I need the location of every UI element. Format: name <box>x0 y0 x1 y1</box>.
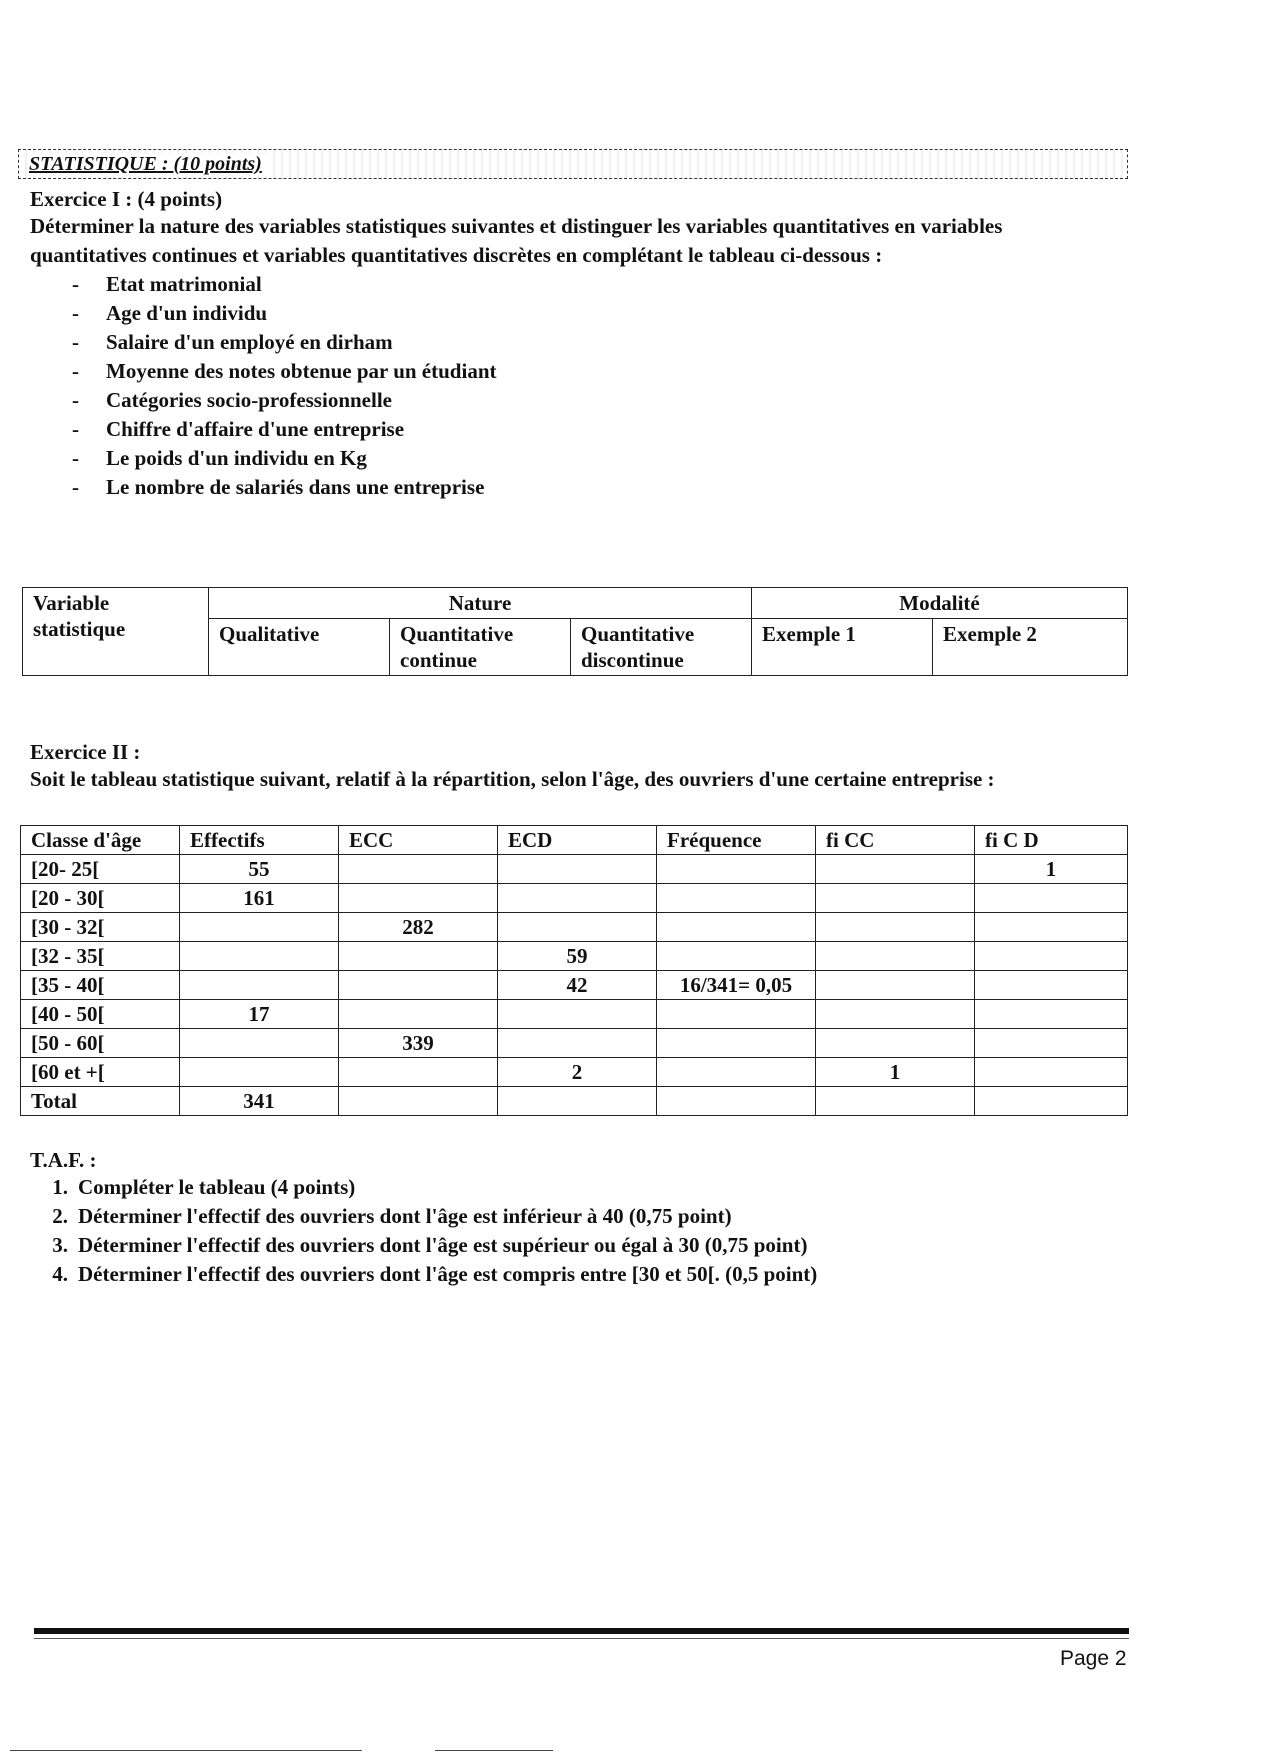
list-item: - Moyenne des notes obtenue par un étudiant <box>30 357 1110 386</box>
list-item: - Chiffre d'affaire d'une entreprise <box>30 415 1110 444</box>
table-cell <box>657 942 816 971</box>
list-item: - Le poids d'un individu en Kg <box>30 444 1110 473</box>
table-cell: 282 <box>339 913 498 942</box>
list-item <box>30 1173 1110 1202</box>
exercise2-title: Exercice II : <box>30 740 141 764</box>
header-modalite: Modalité <box>752 588 1128 619</box>
table-cell <box>975 942 1128 971</box>
header-ecc: ECC <box>339 826 498 855</box>
table-cell <box>339 1058 498 1087</box>
table-row <box>21 1087 1128 1116</box>
list-item: - Age d'un individu <box>30 299 1110 328</box>
page-number: Page 2 <box>1060 1647 1127 1670</box>
task-number: 4. <box>52 1262 68 1286</box>
exercise1-instruction: Déterminer la nature des variables statistiques suivantes et distinguer les variables quantitatives en variables quantitatives continues et variables quantitatives discrètes en complétant le tableau ci-dessous : <box>30 214 1003 267</box>
table-cell <box>339 1087 498 1116</box>
table-cell <box>657 1058 816 1087</box>
table-cell <box>816 855 975 884</box>
task-text: Déterminer l'effectif des ouvriers dont l'âge est inférieur à 40 (0,75 point) <box>78 1204 732 1228</box>
table-cell <box>180 1029 339 1058</box>
table-cell: [32 - 35[ <box>21 942 180 971</box>
table-cell <box>180 913 339 942</box>
table-cell <box>339 855 498 884</box>
table-cell: [50 - 60[ <box>21 1029 180 1058</box>
table-cell <box>816 1000 975 1029</box>
header-fi-cc: fi CC <box>816 826 975 855</box>
table-cell: [30 - 32[ <box>21 913 180 942</box>
list-item: - Salaire d'un employé en dirham <box>30 328 1110 357</box>
table-cell <box>339 942 498 971</box>
table-cell <box>498 1087 657 1116</box>
table-cell <box>816 1087 975 1116</box>
taf-section <box>30 1148 1110 1289</box>
table-cell: 161 <box>180 884 339 913</box>
list-item: - Etat matrimonial <box>30 270 1110 299</box>
header-quant-continue: Quantitative continue <box>390 619 571 676</box>
header-exemple2: Exemple 2 <box>933 619 1128 676</box>
header-variable: Variable statistique <box>23 588 209 676</box>
nature-table <box>22 587 1128 676</box>
bottom-rule-right <box>435 1750 553 1751</box>
table-cell <box>975 1000 1128 1029</box>
list-item: - Catégories socio-professionnelle <box>30 386 1110 415</box>
table-cell: 339 <box>339 1029 498 1058</box>
task-text: Déterminer l'effectif des ouvriers dont l'âge est supérieur ou égal à 30 (0,75 point) <box>78 1233 808 1257</box>
table-cell <box>339 1000 498 1029</box>
table-cell <box>816 913 975 942</box>
task-list <box>30 1173 1110 1289</box>
table-row <box>21 942 1128 971</box>
table-cell: 17 <box>180 1000 339 1029</box>
table-cell <box>657 1029 816 1058</box>
header-qualitative: Qualitative <box>209 619 390 676</box>
bottom-rule-left <box>10 1750 362 1751</box>
section-title: STATISTIQUE : (10 points) <box>29 153 268 176</box>
exercise2 <box>30 740 1110 794</box>
table-cell <box>180 971 339 1000</box>
table-row <box>21 913 1128 942</box>
table-cell <box>498 855 657 884</box>
table-cell <box>975 1058 1128 1087</box>
table-cell <box>657 1000 816 1029</box>
exercise1-title: Exercice I : (4 points) <box>30 187 223 211</box>
section-header <box>18 149 1128 179</box>
header-ecd: ECD <box>498 826 657 855</box>
table-cell: [40 - 50[ <box>21 1000 180 1029</box>
list-item <box>30 1202 1110 1231</box>
table-cell <box>975 884 1128 913</box>
table-cell: 55 <box>180 855 339 884</box>
table-cell: [20 - 30[ <box>21 884 180 913</box>
table-cell: [60 et +[ <box>21 1058 180 1087</box>
table-cell: 1 <box>975 855 1128 884</box>
table-cell: 2 <box>498 1058 657 1087</box>
table-row <box>21 884 1128 913</box>
table-row <box>21 855 1128 884</box>
table-cell: 42 <box>498 971 657 1000</box>
header-quant-discontinue: Quantitative discontinue <box>571 619 752 676</box>
table-cell: 341 <box>180 1087 339 1116</box>
table-cell <box>975 913 1128 942</box>
list-item <box>30 1231 1110 1260</box>
table-cell: [35 - 40[ <box>21 971 180 1000</box>
task-number: 3. <box>52 1233 68 1257</box>
footer-rule-thin <box>34 1638 1129 1639</box>
task-text: Déterminer l'effectif des ouvriers dont l'âge est compris entre [30 et 50[. (0,5 point) <box>78 1262 818 1286</box>
header-nature: Nature <box>209 588 752 619</box>
table-cell <box>498 913 657 942</box>
table-cell <box>657 1087 816 1116</box>
task-number: 2. <box>52 1204 68 1228</box>
task-text: Compléter le tableau (4 points) <box>78 1175 356 1199</box>
table-row <box>21 1058 1128 1087</box>
table-cell <box>180 1058 339 1087</box>
header-fi-cd: fi C D <box>975 826 1128 855</box>
header-exemple1: Exemple 1 <box>752 619 933 676</box>
table-row <box>21 971 1128 1000</box>
table-cell <box>498 1000 657 1029</box>
table-cell <box>180 942 339 971</box>
table-cell: Total <box>21 1087 180 1116</box>
taf-title: T.A.F. : <box>30 1148 97 1172</box>
task-number: 1. <box>52 1175 68 1199</box>
table-cell <box>657 913 816 942</box>
table-cell <box>975 1029 1128 1058</box>
table-cell <box>498 884 657 913</box>
table-cell <box>975 1087 1128 1116</box>
table-cell: 16/341= 0,05 <box>657 971 816 1000</box>
header-classe: Classe d'âge <box>21 826 180 855</box>
table-cell <box>816 942 975 971</box>
table-cell <box>339 884 498 913</box>
table-cell <box>816 1029 975 1058</box>
header-effectifs: Effectifs <box>180 826 339 855</box>
table-cell <box>816 884 975 913</box>
table-cell <box>657 884 816 913</box>
variable-list <box>30 270 1110 502</box>
list-item <box>30 1260 1110 1289</box>
footer-rule <box>34 1628 1129 1634</box>
statistics-table <box>20 825 1128 1116</box>
exercise1 <box>30 187 1110 502</box>
table-cell: 1 <box>816 1058 975 1087</box>
exercise2-instruction: Soit le tableau statistique suivant, relatif à la répartition, selon l'âge, des ouvriers d'une certaine entreprise : <box>30 767 995 791</box>
table-cell: 59 <box>498 942 657 971</box>
table-cell <box>657 855 816 884</box>
table-cell <box>339 971 498 1000</box>
table-cell: [20- 25[ <box>21 855 180 884</box>
table-cell <box>498 1029 657 1058</box>
list-item: - Le nombre de salariés dans une entreprise <box>30 473 1110 502</box>
table-row <box>21 1000 1128 1029</box>
table-row <box>21 1029 1128 1058</box>
header-frequence: Fréquence <box>657 826 816 855</box>
table-cell <box>816 971 975 1000</box>
table-cell <box>975 971 1128 1000</box>
